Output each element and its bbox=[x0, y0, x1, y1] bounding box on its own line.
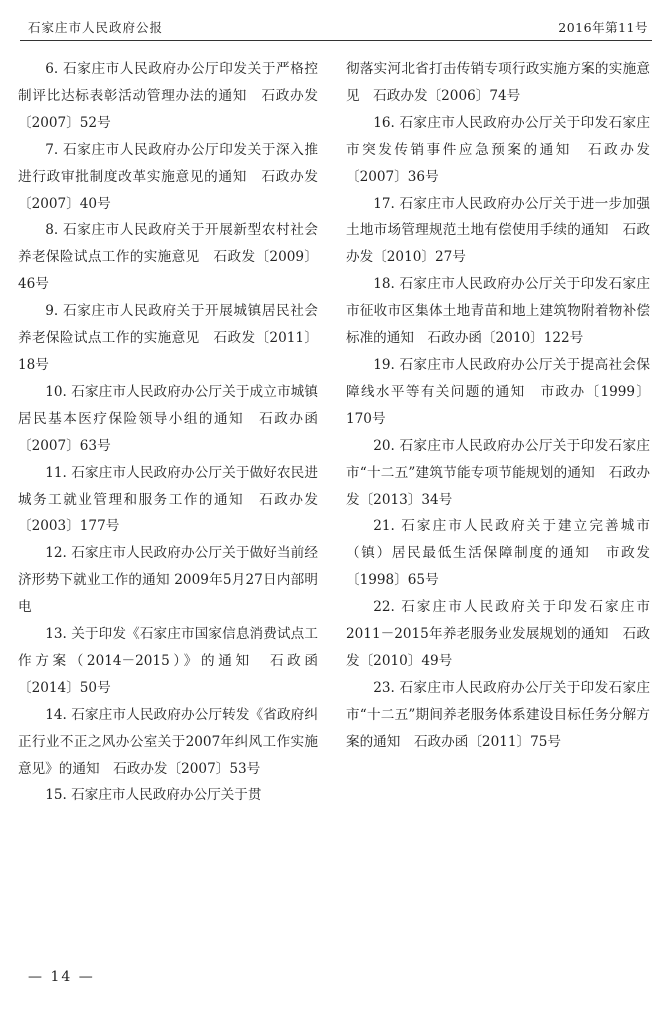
list-item: 10. 石家庄市人民政府办公厅关于成立市城镇居民基本医疗保险领导小组的通知 石政办函〔2007〕63号 bbox=[18, 383, 318, 454]
list-item: 8. 石家庄市人民政府关于开展新型农村社会养老保险试点工作的实施意见 石政发〔2009〕46号 bbox=[18, 222, 318, 293]
list-item: 13. 关于印发《石家庄市国家信息消费试点工作方案（2014－2015）》的通知 石政函〔2014〕50号 bbox=[18, 626, 318, 696]
list-item: 19. 石家庄市人民政府办公厅关于提高社会保障线水平等有关问题的通知 市政办〔1999〕170号 bbox=[346, 356, 650, 427]
list-item: 7. 石家庄市人民政府办公厅印发关于深入推进行政审批制度改革实施意见的通知 石政办发〔2007〕40号 bbox=[18, 141, 318, 212]
list-item: 6. 石家庄市人民政府办公厅印发关于严格控制评比达标表彰活动管理办法的通知 石政办发〔2007〕52号 bbox=[18, 61, 318, 131]
list-item: 11. 石家庄市人民政府办公厅关于做好农民进城务工就业管理和服务工作的通知 石政办发〔2003〕177号 bbox=[18, 464, 318, 535]
publication-title: 石家庄市人民政府公报 bbox=[28, 20, 164, 35]
page-number: — 14 — bbox=[28, 969, 95, 985]
list-item: 20. 石家庄市人民政府办公厅关于印发石家庄市“十二五”建筑节能专项节能规划的通知 石政办发〔2013〕34号 bbox=[346, 437, 650, 508]
list-item: 15. 石家庄市人民政府办公厅关于贯 bbox=[45, 787, 262, 804]
page-header bbox=[20, 16, 652, 41]
list-item: 14. 石家庄市人民政府办公厅转发《省政府纠正行业不正之风办公室关于2007年纠风工作实施意见》的通知 石政办发〔2007〕53号 bbox=[18, 706, 318, 777]
list-item: 12. 石家庄市人民政府办公厅关于做好当前经济形势下就业工作的通知 2009年5月27日内部明电 bbox=[18, 545, 318, 616]
list-item: 9. 石家庄市人民政府关于开展城镇居民社会养老保险试点工作的实施意见 石政发〔2011〕18号 bbox=[18, 303, 318, 373]
list-item: 22. 石家庄市人民政府关于印发石家庄市2011－2015年养老服务业发展规划的通知 石政发〔2010〕49号 bbox=[346, 599, 650, 669]
list-item: 16. 石家庄市人民政府办公厅关于印发石家庄市突发传销事件应急预案的通知 石政办发〔2007〕36号 bbox=[346, 114, 650, 185]
list-item: 18. 石家庄市人民政府办公厅关于印发石家庄市征收市区集体土地青苗和地上建筑物附着物补偿标准的通知 石政办函〔2010〕122号 bbox=[346, 276, 650, 347]
list-item-continuation: 彻落实河北省打击传销专项行政实施方案的实施意见 石政办发〔2006〕74号 bbox=[346, 61, 650, 104]
issue-number: 2016年第11号 bbox=[558, 20, 648, 35]
right-column bbox=[346, 56, 650, 756]
left-column bbox=[18, 56, 318, 809]
list-item: 17. 石家庄市人民政府办公厅关于进一步加强土地市场管理规范土地有偿使用手续的通知 石政办发〔2010〕27号 bbox=[346, 195, 650, 266]
list-item: 23. 石家庄市人民政府办公厅关于印发石家庄市“十二五”期间养老服务体系建设目标任务分解方案的通知 石政办函〔2011〕75号 bbox=[346, 679, 650, 750]
list-item: 21. 石家庄市人民政府关于建立完善城市（镇）居民最低生活保障制度的通知 市政发〔1998〕65号 bbox=[346, 518, 650, 589]
